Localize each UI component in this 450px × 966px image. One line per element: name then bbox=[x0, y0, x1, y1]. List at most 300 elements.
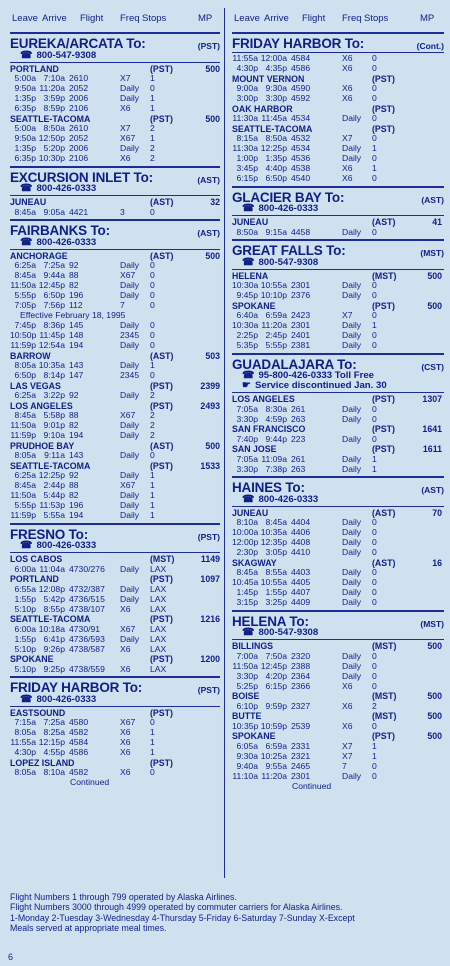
telephone-icon: ☎ bbox=[20, 693, 33, 705]
flight-number: 4407 bbox=[291, 587, 311, 598]
origin-row bbox=[10, 401, 220, 411]
origin-city: JUNEAU bbox=[232, 507, 269, 518]
leave-time: 7:05a bbox=[236, 453, 258, 464]
frequency: Daily bbox=[342, 770, 362, 781]
header-arrive: Arrive bbox=[42, 13, 67, 24]
mileage-points: 1216 bbox=[200, 614, 220, 625]
arrive-time: 8:55a bbox=[265, 567, 287, 578]
origin-city: JUNEAU bbox=[10, 197, 47, 208]
flight-row bbox=[10, 491, 220, 501]
reservation-phone bbox=[20, 695, 220, 705]
leave-time: 7:05p bbox=[14, 300, 36, 311]
flight-row bbox=[10, 644, 220, 654]
header-flight: Flight bbox=[302, 13, 326, 24]
flight-row bbox=[232, 588, 444, 598]
flight-row bbox=[10, 301, 220, 311]
stops: 2 bbox=[150, 420, 155, 431]
arrive-time: 10:55a bbox=[260, 280, 287, 291]
flight-row bbox=[232, 464, 444, 474]
origin-city: LOS ANGELES bbox=[232, 394, 295, 405]
arrive-time: 10:55a bbox=[260, 577, 287, 588]
arrive-time: 8:14p bbox=[43, 370, 65, 381]
service-notice bbox=[242, 381, 444, 391]
flight-row bbox=[232, 94, 444, 104]
flight-row bbox=[10, 124, 220, 134]
arrive-time: 3:30p bbox=[265, 93, 287, 104]
leave-time: 10:30a bbox=[232, 280, 259, 291]
arrive-time: 6:41p bbox=[43, 633, 65, 644]
origin-row bbox=[10, 614, 220, 624]
flight-row bbox=[232, 341, 444, 351]
frequency: Daily bbox=[120, 490, 140, 501]
stops: 0 bbox=[372, 770, 377, 781]
origin-city: ANCHORAGE bbox=[10, 250, 68, 261]
leave-time: 5:00a bbox=[14, 123, 36, 134]
frequency: Daily bbox=[120, 450, 140, 461]
origin-city: SEATTLE-TACOMA bbox=[232, 123, 313, 134]
stops: 0 bbox=[372, 567, 377, 578]
flight-number: 4730/276 bbox=[69, 563, 105, 574]
mileage-points: 500 bbox=[205, 113, 220, 124]
leave-time: 6:50p bbox=[14, 370, 36, 381]
stops: 0 bbox=[372, 53, 377, 64]
leave-time: 11:59p bbox=[10, 340, 36, 351]
flight-row bbox=[232, 414, 444, 424]
flight-number: 88 bbox=[69, 270, 79, 281]
arrive-time: 2:45p bbox=[265, 330, 287, 341]
leave-time: 11:59p bbox=[10, 510, 36, 521]
leave-time: 1:35p bbox=[14, 143, 36, 154]
origin-timezone: (PST) bbox=[150, 654, 173, 665]
mileage-points: 1097 bbox=[200, 574, 220, 585]
origin-timezone: (MST) bbox=[372, 641, 397, 652]
telephone-icon: ☎ bbox=[242, 370, 255, 381]
leave-time: 12:00p bbox=[232, 537, 259, 548]
leave-time: 9:50a bbox=[14, 83, 36, 94]
leave-time: 11:10a bbox=[232, 770, 258, 781]
flight-number: 2539 bbox=[291, 720, 311, 731]
flight-row bbox=[10, 261, 220, 271]
destination-heading bbox=[232, 481, 444, 495]
arrive-time: 10:35a bbox=[38, 360, 65, 371]
destination-heading bbox=[232, 191, 444, 205]
flight-row bbox=[10, 748, 220, 758]
origin-row bbox=[10, 114, 220, 124]
stops: 0 bbox=[150, 717, 155, 728]
arrive-time: 12:35p bbox=[260, 537, 287, 548]
heading-underline bbox=[232, 269, 444, 270]
flight-row bbox=[10, 411, 220, 421]
origin-timezone: (PST) bbox=[372, 123, 395, 134]
stops: 0 bbox=[372, 330, 377, 341]
destination-name: EXCURSION INLET To: bbox=[10, 169, 153, 185]
frequency: X6 bbox=[120, 103, 131, 114]
destination-timezone: (CST) bbox=[421, 361, 444, 372]
flight-row bbox=[10, 738, 220, 748]
frequency: X6 bbox=[342, 63, 353, 74]
flight-row bbox=[10, 728, 220, 738]
flight-number: 4403 bbox=[291, 567, 311, 578]
frequency: 7 bbox=[342, 760, 347, 771]
destination-section bbox=[10, 523, 220, 675]
frequency: X6 bbox=[120, 727, 131, 738]
stops: 0 bbox=[372, 290, 377, 301]
flight-number: 2401 bbox=[291, 330, 311, 341]
arrive-time: 5:44p bbox=[43, 490, 65, 501]
flight-row bbox=[232, 174, 444, 184]
destination-section bbox=[232, 239, 444, 351]
leave-time: 11:30a bbox=[232, 143, 258, 154]
leave-time: 8:15a bbox=[236, 133, 258, 144]
stops: 1 bbox=[150, 747, 155, 758]
destination-section bbox=[10, 32, 220, 164]
frequency: Daily bbox=[120, 563, 140, 574]
flight-number: 4540 bbox=[291, 173, 311, 184]
origin-row bbox=[232, 558, 444, 568]
arrive-time: 9:44p bbox=[265, 433, 287, 444]
mileage-points: 70 bbox=[432, 507, 442, 518]
stops: 0 bbox=[150, 767, 155, 778]
frequency: X7 bbox=[342, 133, 353, 144]
stops: 0 bbox=[372, 133, 377, 144]
flight-number: 2106 bbox=[69, 103, 89, 114]
leave-time: 3:30p bbox=[236, 670, 258, 681]
stops: 1 bbox=[150, 490, 155, 501]
flight-number: 194 bbox=[69, 510, 84, 521]
mileage-points: 16 bbox=[432, 557, 442, 568]
frequency: X67 bbox=[120, 270, 136, 281]
mileage-points: 1200 bbox=[200, 654, 220, 665]
flight-number: 261 bbox=[291, 453, 306, 464]
leave-time: 9:30a bbox=[236, 750, 258, 761]
stops: 0 bbox=[372, 760, 377, 771]
flight-row bbox=[10, 154, 220, 164]
frequency: X6 bbox=[342, 700, 353, 711]
continued-label: Continued bbox=[70, 777, 110, 788]
stops: 1 bbox=[372, 453, 377, 464]
arrive-time: 8:45a bbox=[265, 517, 287, 528]
frequency: Daily bbox=[342, 537, 362, 548]
footnote: Flight Numbers 1 through 799 operated by Alaska Airlines. bbox=[10, 892, 237, 902]
leave-time: 6:10p bbox=[236, 700, 258, 711]
origin-city: MOUNT VERNON bbox=[232, 73, 305, 84]
footnote: Meals served at appropriate meal times. bbox=[10, 922, 167, 933]
flight-row bbox=[232, 761, 444, 771]
flight-row bbox=[10, 391, 220, 401]
frequency: X6 bbox=[120, 603, 131, 614]
origin-city: SKAGWAY bbox=[232, 557, 277, 568]
stops: 0 bbox=[150, 340, 155, 351]
arrive-time: 10:30p bbox=[38, 153, 65, 164]
destination-name: FRIDAY HARBOR To: bbox=[232, 36, 365, 51]
mileage-points: 2399 bbox=[200, 380, 220, 391]
origin-timezone: (PST) bbox=[150, 400, 173, 411]
arrive-time: 8:55p bbox=[43, 603, 65, 614]
flight-row bbox=[10, 321, 220, 331]
arrive-time: 11:20a bbox=[261, 320, 287, 331]
heading-underline bbox=[232, 392, 444, 393]
leave-time: 10:35p bbox=[232, 720, 259, 731]
frequency: Daily bbox=[342, 413, 362, 424]
origin-city: SAN JOSE bbox=[232, 444, 277, 455]
flight-row bbox=[232, 538, 444, 548]
flight-row bbox=[232, 671, 444, 681]
arrive-time: 11:45p bbox=[39, 330, 65, 341]
flight-number: 2052 bbox=[69, 133, 89, 144]
leave-time: 8:05a bbox=[14, 727, 36, 738]
stops: 0 bbox=[372, 650, 377, 661]
telephone-icon: ☎ bbox=[20, 183, 33, 194]
arrive-time: 11:04a bbox=[39, 563, 65, 574]
origin-timezone: (PST) bbox=[372, 731, 395, 742]
arrive-time: 1:35p bbox=[265, 153, 287, 164]
header-freq: Freq bbox=[120, 13, 140, 24]
origin-city: LOPEZ ISLAND bbox=[10, 757, 75, 768]
origin-timezone: (PST) bbox=[150, 614, 173, 625]
reservation-phone bbox=[242, 258, 444, 268]
stops: LAX bbox=[150, 643, 167, 654]
stops: 0 bbox=[150, 450, 155, 461]
arrive-time: 12:45p bbox=[38, 280, 65, 291]
flight-number: 4736/515 bbox=[69, 593, 105, 604]
stops: 0 bbox=[150, 370, 155, 381]
destination-section bbox=[232, 353, 444, 475]
leave-time: 5:55p bbox=[14, 290, 36, 301]
heading-underline bbox=[10, 552, 220, 553]
frequency: X6 bbox=[342, 680, 353, 691]
flight-row bbox=[232, 54, 444, 64]
stops: 1 bbox=[150, 470, 155, 481]
origin-row bbox=[232, 424, 444, 434]
frequency: 2345 bbox=[120, 330, 140, 341]
flight-number: 4532 bbox=[291, 133, 311, 144]
flight-row bbox=[232, 321, 444, 331]
leave-time: 2:25p bbox=[236, 330, 258, 341]
flight-row bbox=[232, 598, 444, 608]
stops: LAX bbox=[150, 663, 167, 674]
flight-row bbox=[10, 421, 220, 431]
origin-city: HELENA bbox=[232, 270, 269, 281]
stops: 2 bbox=[150, 430, 155, 441]
flight-row bbox=[232, 164, 444, 174]
flight-number: 147 bbox=[69, 370, 84, 381]
phone-number: 800-547-9308 bbox=[258, 627, 319, 639]
destination-name: FAIRBANKS To: bbox=[10, 223, 110, 238]
origin-city: BOISE bbox=[232, 691, 260, 702]
arrive-time: 12:45p bbox=[260, 660, 287, 671]
frequency: Daily bbox=[120, 83, 140, 94]
leave-time: 7:40p bbox=[236, 433, 258, 444]
origin-row bbox=[10, 654, 220, 664]
frequency: X67 bbox=[120, 717, 136, 728]
section-rule bbox=[10, 219, 220, 221]
flight-number: 2106 bbox=[69, 153, 89, 164]
leave-time: 8:10a bbox=[236, 517, 258, 528]
origin-timezone: (AST) bbox=[372, 217, 396, 228]
origin-city: BUTTE bbox=[232, 711, 262, 722]
origin-row bbox=[232, 508, 444, 518]
mileage-points: 500 bbox=[205, 250, 220, 261]
arrive-time: 8:59p bbox=[43, 103, 65, 114]
arrive-time: 10:25a bbox=[260, 750, 287, 761]
flight-number: 4738/559 bbox=[69, 663, 105, 674]
phone-number: 800-547-9308 bbox=[36, 49, 97, 61]
flight-number: 82 bbox=[69, 280, 79, 291]
flight-row bbox=[10, 634, 220, 644]
telephone-icon: ☎ bbox=[20, 540, 33, 551]
stops: 1 bbox=[150, 480, 155, 491]
stops: LAX bbox=[150, 633, 167, 644]
flight-row bbox=[10, 207, 220, 217]
arrive-time: 8:25a bbox=[43, 727, 65, 738]
flight-number: 2006 bbox=[69, 143, 89, 154]
frequency: X6 bbox=[342, 83, 353, 94]
arrive-time: 9:01p bbox=[43, 420, 65, 431]
reservation-phone bbox=[242, 204, 444, 214]
flight-number: 4458 bbox=[291, 226, 311, 237]
leave-time: 8:45a bbox=[236, 567, 258, 578]
flight-row bbox=[10, 271, 220, 281]
frequency: Daily bbox=[120, 360, 140, 371]
destination-name: FRIDAY HARBOR To: bbox=[10, 680, 143, 695]
origin-timezone: (PST) bbox=[150, 460, 173, 471]
arrive-time: 7:10a bbox=[43, 73, 65, 84]
origin-row bbox=[10, 441, 220, 451]
flight-row bbox=[10, 718, 220, 728]
flight-number: 261 bbox=[291, 403, 306, 414]
destination-timezone: (MST) bbox=[420, 248, 444, 258]
stops: LAX bbox=[150, 593, 167, 604]
section-rule bbox=[232, 610, 444, 612]
flight-number: 4738/107 bbox=[69, 603, 105, 614]
stops: 2 bbox=[150, 123, 155, 134]
heading-underline bbox=[232, 506, 444, 507]
leave-time: 7:05a bbox=[236, 403, 258, 414]
flight-number: 2364 bbox=[291, 670, 311, 681]
flight-number: 2301 bbox=[291, 280, 311, 291]
destination-heading bbox=[10, 681, 220, 695]
telephone-icon: ☎ bbox=[20, 49, 33, 61]
origin-row bbox=[10, 64, 220, 74]
mileage-points: 500 bbox=[427, 641, 442, 652]
section-rule bbox=[10, 676, 220, 678]
origin-row bbox=[232, 641, 444, 651]
origin-timezone: (PST) bbox=[150, 707, 173, 718]
flight-row bbox=[232, 568, 444, 578]
stops: 1 bbox=[150, 103, 155, 114]
mileage-points: 1611 bbox=[422, 444, 442, 455]
header-stops: Stops bbox=[364, 13, 389, 24]
stops: 2 bbox=[150, 153, 155, 164]
origin-city: SAN FRANCISCO bbox=[232, 424, 306, 435]
arrive-time: 6:59a bbox=[265, 740, 287, 751]
flight-row bbox=[10, 331, 220, 341]
mileage-points: 500 bbox=[427, 300, 442, 311]
flight-number: 4730/91 bbox=[69, 623, 101, 634]
flight-number: 2465 bbox=[291, 760, 311, 771]
frequency: X6 bbox=[342, 53, 353, 64]
frequency: X7 bbox=[342, 750, 353, 761]
origin-timezone: (MST) bbox=[372, 711, 397, 722]
arrive-time: 11:20a bbox=[39, 83, 65, 94]
destination-heading bbox=[232, 358, 444, 372]
flight-row bbox=[232, 134, 444, 144]
frequency: Daily bbox=[120, 320, 140, 331]
arrive-time: 11:20a bbox=[261, 770, 287, 781]
column-divider bbox=[224, 8, 225, 878]
flight-row bbox=[232, 721, 444, 731]
leave-time: 5:35p bbox=[236, 340, 258, 351]
stops: 0 bbox=[372, 310, 377, 321]
frequency: Daily bbox=[342, 463, 362, 474]
arrive-time: 7:25a bbox=[43, 717, 65, 728]
flight-number: 143 bbox=[69, 360, 84, 371]
leave-time: 6:35p bbox=[14, 153, 36, 164]
flight-number: 2610 bbox=[69, 73, 89, 84]
arrive-time: 7:56p bbox=[43, 300, 65, 311]
destination-heading bbox=[10, 171, 220, 185]
leave-time: 6:25a bbox=[14, 260, 36, 271]
origin-row bbox=[10, 351, 220, 361]
origin-timezone: (AST) bbox=[372, 507, 396, 518]
destination-section bbox=[10, 676, 220, 788]
leave-time: 11:55a bbox=[232, 53, 258, 64]
flight-number: 88 bbox=[69, 410, 79, 421]
flight-number: 2301 bbox=[291, 770, 311, 781]
leave-time: 3:15p bbox=[236, 597, 258, 608]
flight-number: 2321 bbox=[291, 750, 311, 761]
arrive-time: 5:42p bbox=[43, 593, 65, 604]
flight-number: 4738/587 bbox=[69, 643, 105, 654]
footnote: Flight Numbers 3000 through 4999 operated by commuter carriers for Alaska Airlines. bbox=[10, 902, 343, 913]
arrive-time: 9:30a bbox=[265, 83, 287, 94]
stops: 1 bbox=[372, 740, 377, 751]
flight-number: 2327 bbox=[291, 700, 311, 711]
flight-row bbox=[232, 404, 444, 414]
arrive-time: 8:50a bbox=[265, 133, 287, 144]
flight-number: 263 bbox=[291, 463, 306, 474]
leave-time: 5:00a bbox=[14, 73, 36, 84]
leave-time: 5:10p bbox=[14, 663, 36, 674]
destination-name: GLACIER BAY To: bbox=[232, 189, 345, 205]
footnote: 1-Monday 2-Tuesday 3-Wednesday 4-Thursday 5-Friday 6-Saturday 7-Sunday X-Except bbox=[10, 912, 355, 923]
flight-number: 4534 bbox=[291, 113, 311, 124]
origin-city: SPOKANE bbox=[10, 654, 54, 665]
flight-number: 4592 bbox=[291, 93, 311, 104]
mileage-points: 500 bbox=[205, 440, 220, 451]
flight-number: 92 bbox=[69, 470, 79, 481]
origin-row bbox=[232, 271, 444, 281]
origin-row bbox=[232, 711, 444, 721]
flight-number: 4590 bbox=[291, 83, 311, 94]
flight-row bbox=[10, 768, 220, 778]
flight-number: 112 bbox=[69, 300, 83, 311]
origin-row bbox=[232, 301, 444, 311]
frequency: X6 bbox=[120, 737, 131, 748]
leave-time: 4:30p bbox=[236, 63, 258, 74]
flight-row bbox=[232, 528, 444, 538]
frequency: X67 bbox=[120, 133, 136, 144]
flight-number: 4421 bbox=[69, 206, 89, 217]
destination-timezone: (MST) bbox=[420, 618, 444, 629]
flight-row bbox=[10, 144, 220, 154]
origin-row bbox=[10, 758, 220, 768]
leave-time: 9:40a bbox=[236, 760, 258, 771]
section-rule bbox=[232, 353, 444, 355]
header-leave: Leave bbox=[12, 13, 38, 24]
origin-city: EASTSOUND bbox=[10, 707, 66, 718]
frequency: Daily bbox=[342, 517, 362, 528]
